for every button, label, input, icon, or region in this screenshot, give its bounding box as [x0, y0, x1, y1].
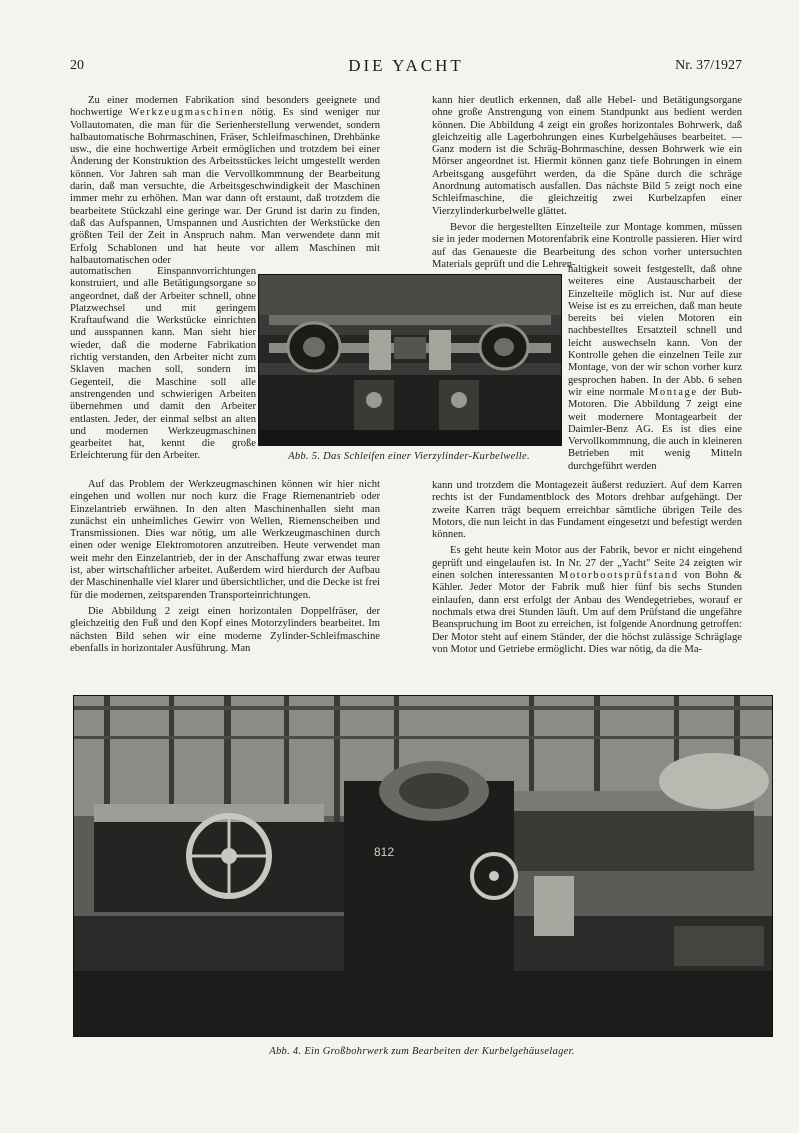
paragraph: Es geht heute kein Motor aus der Fabrik, bevor er nicht eingehend geprüft und eingelaufen ist. In Nr. 27 der „Yacht" Seite 24 zeigten wir einen solchen interessanten Motorbootsprüfstand von Bohn & Kähler. Jeder Motor der Fabrik muß hier fünf bis sechs Stunden einlaufen, dann erst erfolgt der Anbau des Wendegetriebes, worauf er nochmals etwa drei Stunden läuft. Um auf dem Prüfstand die ungefähre Beanspruchung im Boot zu erreichen, ist folgende Anordnung getroffen: Der Motor steht auf einem Ständer, der die höchst zulässige Schräglage von Motor und Getriebe ermöglicht. Dies war nötig, da die Ma- — [432, 545, 742, 655]
issue-number: Nr. 37/1927 — [675, 58, 742, 73]
figure-5-caption: Abb. 5. Das Schleifen einer Vierzylinder-Kurbelwelle. — [288, 451, 530, 462]
page-number: 20 — [70, 58, 84, 73]
right-column-wrap — [568, 264, 742, 473]
right-column-top — [432, 95, 742, 271]
machine-number-plate: 812 — [374, 845, 395, 859]
crankshaft-photo-illustration — [259, 275, 561, 445]
paragraph: kann hier deutlich erkennen, daß alle Hebel- und Betätigungsorgane ohne große Anstrengung von einem Standpunkt aus bedient werden können. Die Abbildung 4 zeigt ein großes horizontales Bohrwerk, daß gleichzeitig alle Lagerbohrungen eines Kurbelgehäuses bearbeitet. —Ganz modern ist die Schräg-Bohrmaschine, dessen Bohrwerk wie ein Mörser angeordnet ist. Hiermit können ganz tiefe Bohrungen in einem Arbeitsgang ausgeführt werden, da die Späne durch die schräge Anordnung automatisch ausfallen. Das nächste Bild 5 zeigt noch eine Schleifmaschine, die gleichzeitig zwei Kurbelzapfen einer Vierzylinderkurbelwelle glättet. — [432, 95, 742, 217]
spaced-term: Werkzeugmaschinen — [129, 107, 245, 119]
paragraph: Bevor die hergestellten Einzelteile zur Montage kommen, müssen sie in jeder modernen Motorenfabrik eine Kontrolle passieren. Hier wird auf das Genaueste die Bearbeitung des schon vorher untersuchten Materials geprüft und die Lehren- — [432, 221, 742, 270]
paragraph: automatischen Einspannvorrichtungen konstruiert, und alle Betätigungsorgane so angeordnet, daß der Arbeiter schnell, ohne Platzwechsel und mit geringem Kraftaufwand die Werkstücke einrichten und ausspannen kann. Man sieht hier wieder, daß die moderne Fabrikation richtig verstanden, den Arbeiter nicht zum Sklaven machen soll, sondern im Gegenteil, die Maschine soll alle anstrengenden und schwierigen Arbeiten übernehmen und damit den Arbeiter entlasten. Jeder, der einmal selbst an alten und modernen Werkzeugmaschinen gearbeitet hat, kennt die große Erleichterung für den Arbeiter. — [70, 266, 256, 462]
figure-crankshaft-grinding-photo — [258, 274, 562, 446]
page-header — [70, 58, 742, 80]
paragraph: Die Abbildung 2 zeigt einen horizontalen Doppelfräser, der gleichzeitig den Fuß und den Kopf eines Motorzylinders bearbeitet. Im nächsten Bild sehen wir eine moderne Zylinder-Schleifmaschine ebenfalls in horizontaler Ausführung. Man — [70, 605, 380, 654]
spaced-term: Motorbootsprüfstand — [558, 570, 679, 582]
left-column-wrap — [70, 266, 256, 463]
paragraph: Auf das Problem der Werkzeugmaschinen können wir hier nicht eingehen und wollen nur noch kurz die Frage Riemenantrieb oder Einzelantrieb erwähnen. In den alten Maschinenhallen sieht man zunächst ein unheimliches Gewirr von Wellen, Riemenscheiben und Transmissionen. Dies war nötig, um alle Werkzeugmaschinen durch einen oder wenige Elektromotoren anzutreiben. Heute verwendet man weit mehr den Einzelantrieb, der in der Anschaffung zwar etwas teurer ist, aber wirtschaftlicher arbeitet. Außerdem wird hierdurch der Aufbau der Maschinenhalle viel klarer und übersichtlicher, und die Decke ist frei für die modernen, zeitsparenden Transporteinrichtungen. — [70, 479, 380, 601]
paragraph: haltigkeit soweit festgestellt, daß ohne weiteres eine Austauscharbeit der Einzelteile möglich ist. Nur auf diese Weise ist es zu erreichen, daß man heute bereits bei vielen Motoren ein nachbestelltes Ersatzteil schnell und leicht auswechseln kann. Von der Kontrolle gehen die einzelnen Teile zur Montage, von der wir schon vorher kurz gesprochen haben. In der Abb. 6 sehen wir eine normale Montage der Bub-Motoren. Die Abbildung 7 zeigt eine weit modernere Montagearbeit der Daimler-Benz AG. Es ist dies eine Vervollkommnung, die auch in kleineren Betrieben mit wenig Mitteln durchgeführt werden — [568, 264, 742, 472]
paragraph: Zu einer modernen Fabrikation sind besonders geeignete und hochwertige Werkzeugmaschinen nötig. Es sind weniger nur Vollautomaten, die man für die Serienherstellung verwendet, sondern halbautomatische Bohrmaschinen, Fräser, Schleifmaschinen, Drehbänke usw., die eine hochwertige Arbeit ermöglichen und trotzdem bei einer Änderung der Konstruktion des Arbeitsstückes leicht umgestellt werden können. Vor Jahren sah man die Vervollkommnung der Bearbeitung darin, daß man versuchte, die Arbeitsgeschwindigkeit der Maschinen immer mehr zu erhöhen. Man war dann oft erstaunt, daß trotzdem die bearbeitete Stückzahl eine geringe war. Der Grund ist darin zu finden, daß das Aufspannen, Umspannen und Ausrichten der Werkstücke den größten Teil der Zeit in Anspruch nahm. Man verwendete dann mit Erfolg Schablonen und hat heute vor allem Maschinen mit halbautomatischen oder — [70, 95, 380, 266]
journal-title: DIE YACHT — [348, 56, 464, 75]
paragraph: kann und trotzdem die Montagezeit äußerst reduziert. Auf dem Karren rechts ist der Fundamentblock des Motors drehbar aufgehängt. Der zweite Karren trägt bequem erreichbar sämtliche übrigen Teile des Motors, die nun leicht in das Fundament eingesetzt und befestigt werden können. — [432, 480, 742, 541]
right-column-bottom — [432, 480, 742, 656]
left-column-top — [70, 95, 380, 267]
left-column-bottom — [70, 479, 380, 655]
boring-machine-photo-illustration — [74, 696, 772, 1036]
figure-boring-machine-photo — [73, 695, 773, 1037]
figure-4-caption: Abb. 4. Ein Großbohrwerk zum Bearbeiten der Kurbelgehäuselager. — [269, 1046, 575, 1057]
spaced-term: Montage — [648, 386, 698, 398]
